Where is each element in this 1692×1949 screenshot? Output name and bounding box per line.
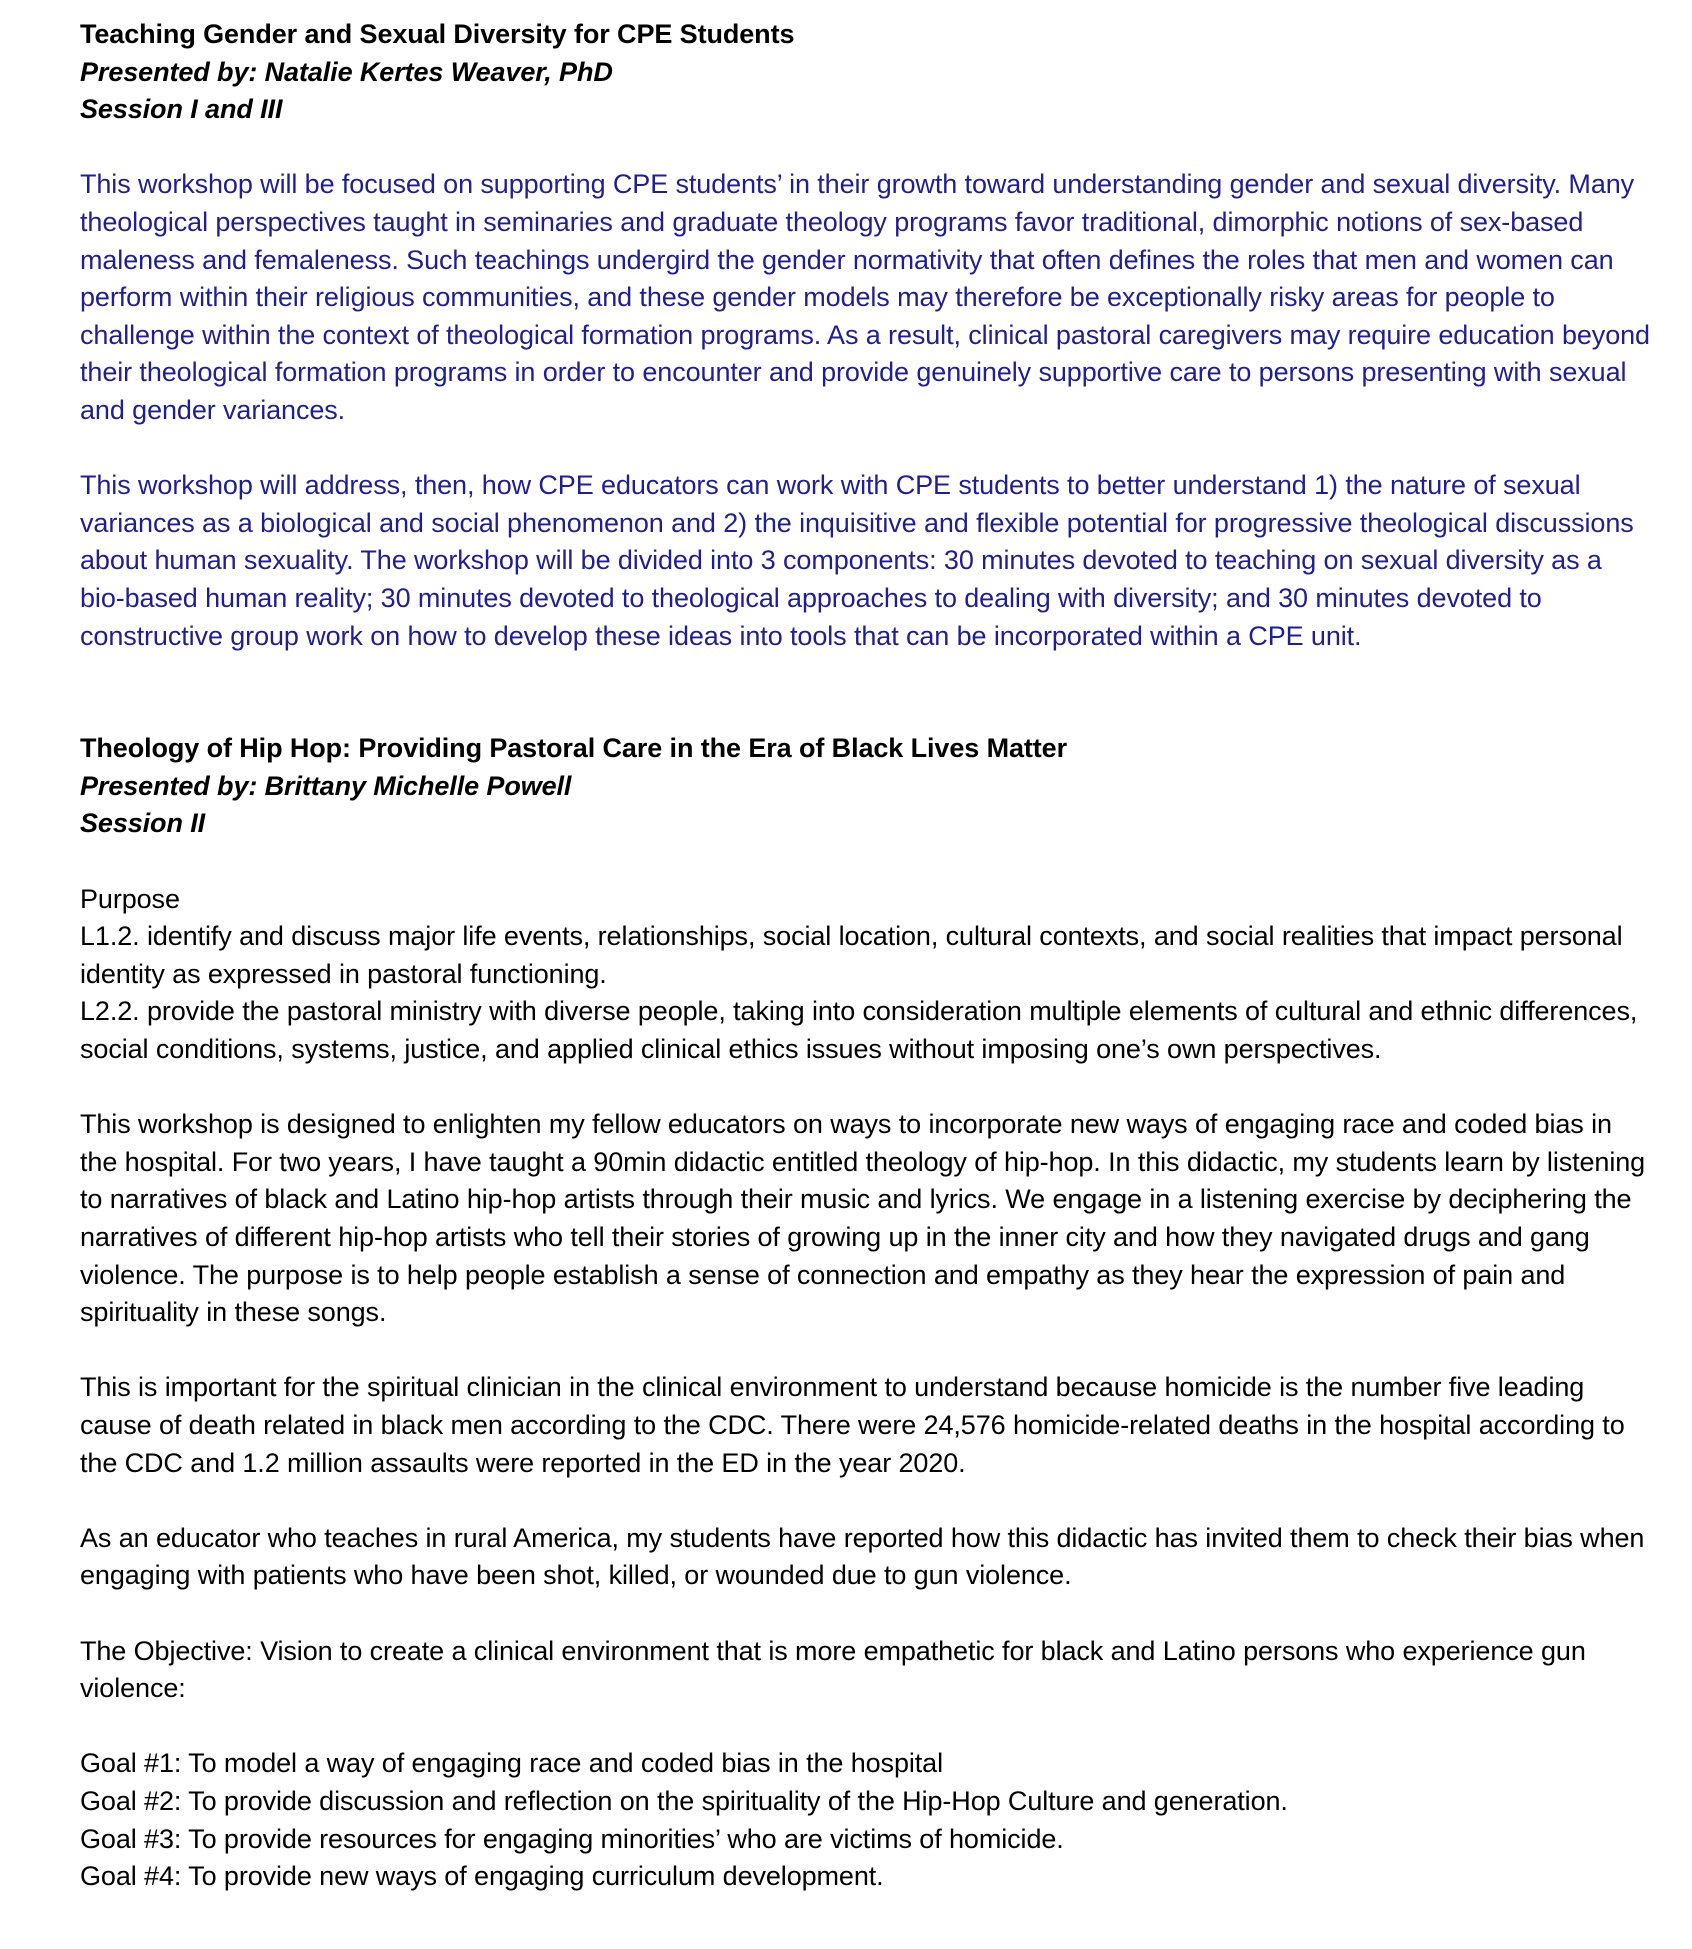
workshop-presenter: Presented by: Natalie Kertes Weaver, PhD — [80, 56, 613, 87]
spacer — [80, 1595, 1650, 1633]
purpose-heading: Purpose — [80, 883, 180, 914]
workshop-description-paragraph: This workshop will be focused on supporting CPE students’ in their growth toward understanding gender and sexual diversity. Many theological perspectives taught in seminaries and graduate theology programs favor traditional, dimorphic notions of sex-based maleness and femaleness. Such teachings undergird the gender normativity that often defines the roles that men and women can perform within their religious communities, and these gender models may therefore be exceptionally risky areas for people to challenge within the context of theological formation programs. As a result, clinical pastoral caregivers may require education beyond their theological formation programs in order to encounter and provide genuinely supportive care to persons presenting with sexual and gender variances. — [80, 169, 1650, 425]
objective-paragraph: The Objective: Vision to create a clinical environment that is more empathetic for black and Latino persons who experience gun violence: — [80, 1635, 1586, 1704]
spacer — [80, 1482, 1650, 1520]
workshop-title: Teaching Gender and Sexual Diversity for CPE Students — [80, 19, 795, 49]
workshop-description-paragraph: This is important for the spiritual clinician in the clinical environment to understand because homicide is the number five leading cause of death related in black men according to the CDC. There were 24,576 homicide-related deaths in the hospital according to the CDC and 1.2 million assaults were reported in the ED in the year 2020. — [80, 1372, 1625, 1478]
workshop-description-paragraph: This workshop is designed to enlighten my fellow educators on ways to incorporate new ways of engaging race and coded bias in the hospital. For two years, I have taught a 90min didactic entitled theology of hip-hop. In this didactic, my students learn by listening to narratives of black and Latino hip-hop artists through their music and lyrics. We engage in a listening exercise by deciphering the narratives of different hip-hop artists who tell their stories of growing up in the inner city and how they navigated drugs and gang violence. The purpose is to help people establish a sense of connection and empathy as they hear the expression of pain and spirituality in these songs. — [80, 1109, 1646, 1328]
spacer — [80, 843, 1650, 881]
goal-item: Goal #4: To provide new ways of engaging curriculum development. — [80, 1861, 884, 1892]
workshop-description-paragraph: This workshop will address, then, how CPE educators can work with CPE students to better understand 1) the nature of sexual variances as a biological and social phenomenon and 2) the inquisitive and flexible potential for progressive theological discussions about human sexuality. The workshop will be divided into 3 components: 30 minutes devoted to teaching on sexual diversity as a bio-based human reality; 30 minutes devoted to theological approaches to dealing with diversity; and 30 minutes devoted to constructive group work on how to develop these ideas into tools that can be incorporated within a CPE unit. — [80, 470, 1634, 651]
spacer — [80, 1332, 1650, 1370]
workshop-title: Theology of Hip Hop: Providing Pastoral Care in the Era of Black Lives Matter — [80, 733, 1067, 764]
spacer — [80, 1708, 1650, 1746]
workshop-session: Session I and III — [80, 94, 283, 125]
purpose-item: L1.2. identify and discuss major life events, relationships, social location, cultural contexts, and social realities that impact personal identity as expressed in pastoral functioning. — [80, 921, 1623, 989]
workshop-session: Session II — [80, 808, 206, 839]
spacer — [80, 430, 1650, 468]
workshop-section-2 — [80, 730, 1650, 1895]
spacer — [80, 1069, 1650, 1107]
goal-item: Goal #1: To model a way of engaging race and coded bias in the hospital — [80, 1748, 943, 1779]
goal-item: Goal #3: To provide resources for engaging minorities’ who are victims of homicide. — [80, 1823, 1064, 1854]
document-page — [80, 16, 1650, 1896]
purpose-item: L2.2. provide the pastoral ministry with diverse people, taking into consideration multiple elements of cultural and ethnic differences, social conditions, systems, justice, and applied clinical ethics issues without imposing one’s own perspectives. — [80, 996, 1638, 1065]
section-spacer — [80, 655, 1650, 730]
spacer — [80, 129, 1650, 167]
workshop-section-1 — [80, 16, 1650, 655]
workshop-description-paragraph: As an educator who teaches in rural America, my students have reported how this didactic has invited them to check their bias when engaging with patients who have been shot, killed, or wounded due to gun violence. — [80, 1522, 1645, 1591]
workshop-presenter: Presented by: Brittany Michelle Powell — [80, 770, 572, 801]
goal-item: Goal #2: To provide discussion and reflection on the spirituality of the Hip-Hop Culture and generation. — [80, 1785, 1288, 1816]
